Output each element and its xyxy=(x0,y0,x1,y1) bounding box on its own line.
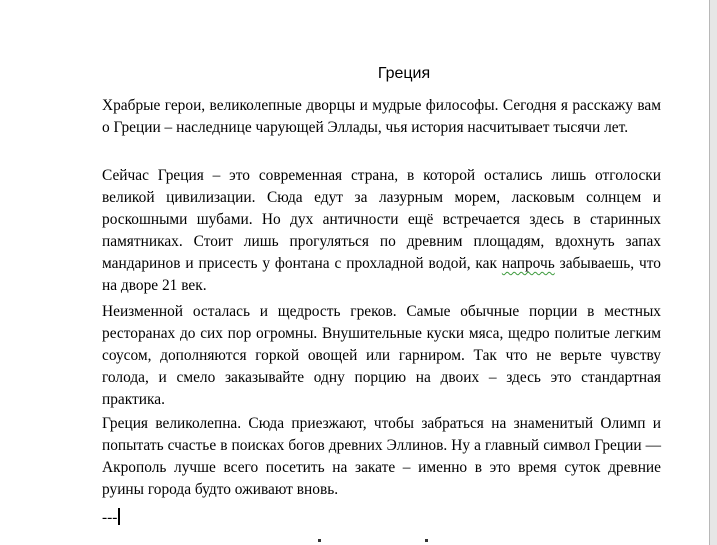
document-title[interactable] xyxy=(102,64,702,84)
document-ending-line[interactable] xyxy=(102,507,120,529)
paragraph-2-tail[interactable]: забываешь, что на дворе 21 век. xyxy=(102,255,661,294)
paragraph-4[interactable]: Греция великолепна. Сюда приезжают, чтобы забраться на знаменитый Олимп и попытать счастье в поисках богов древних Эллинов. Ну а главный символ Греции — Акрополь лучше всего посетить на закате – именно в это время суток древние руины города будто оживают вновь. xyxy=(102,415,661,498)
paragraph-2[interactable] xyxy=(102,165,661,297)
paragraph-1[interactable]: Храбрые герои, великолепные дворцы и мудрые философы. Сегодня я расскажу вам о Греции – наследнице чарующей Эллады, чья история насчитывает тысячи лет. xyxy=(102,97,661,136)
title-text[interactable]: Греция xyxy=(377,65,431,82)
next-line-fragment xyxy=(425,539,428,542)
page-edge-shadow xyxy=(710,0,717,545)
text-cursor xyxy=(118,508,120,525)
page-edge xyxy=(709,0,710,545)
next-line-fragment xyxy=(318,539,321,542)
paragraph-2-text[interactable]: Сейчас Греция – это современная страна, в которой остались лишь отголоски великой цивилизации. Сюда едут за лазурным морем, ласковым солнцем и роскошными шубами. Но дух античности ещё встречается здесь в старинных памятниках. Стоит лишь прогуляться по древним площадям, вдохнуть запах мандаринов и присесть у фонтана с прохладной водой, как xyxy=(102,167,661,272)
paragraph-3[interactable]: Неизменной осталась и щедрость греков. Самые обычные порции в местных ресторанах до сих пор огромны. Внушительные куски мяса, щедро политые легким соусом, дополняются горкой овощей или гарниром. Так что не верьте чувству голода, и смело заказывайте одну порцию на двоих – здесь это стандартная практика. xyxy=(102,303,661,408)
spellcheck-flagged-word[interactable]: напрочь xyxy=(501,255,555,272)
ending-dashes[interactable]: --- xyxy=(102,509,118,526)
